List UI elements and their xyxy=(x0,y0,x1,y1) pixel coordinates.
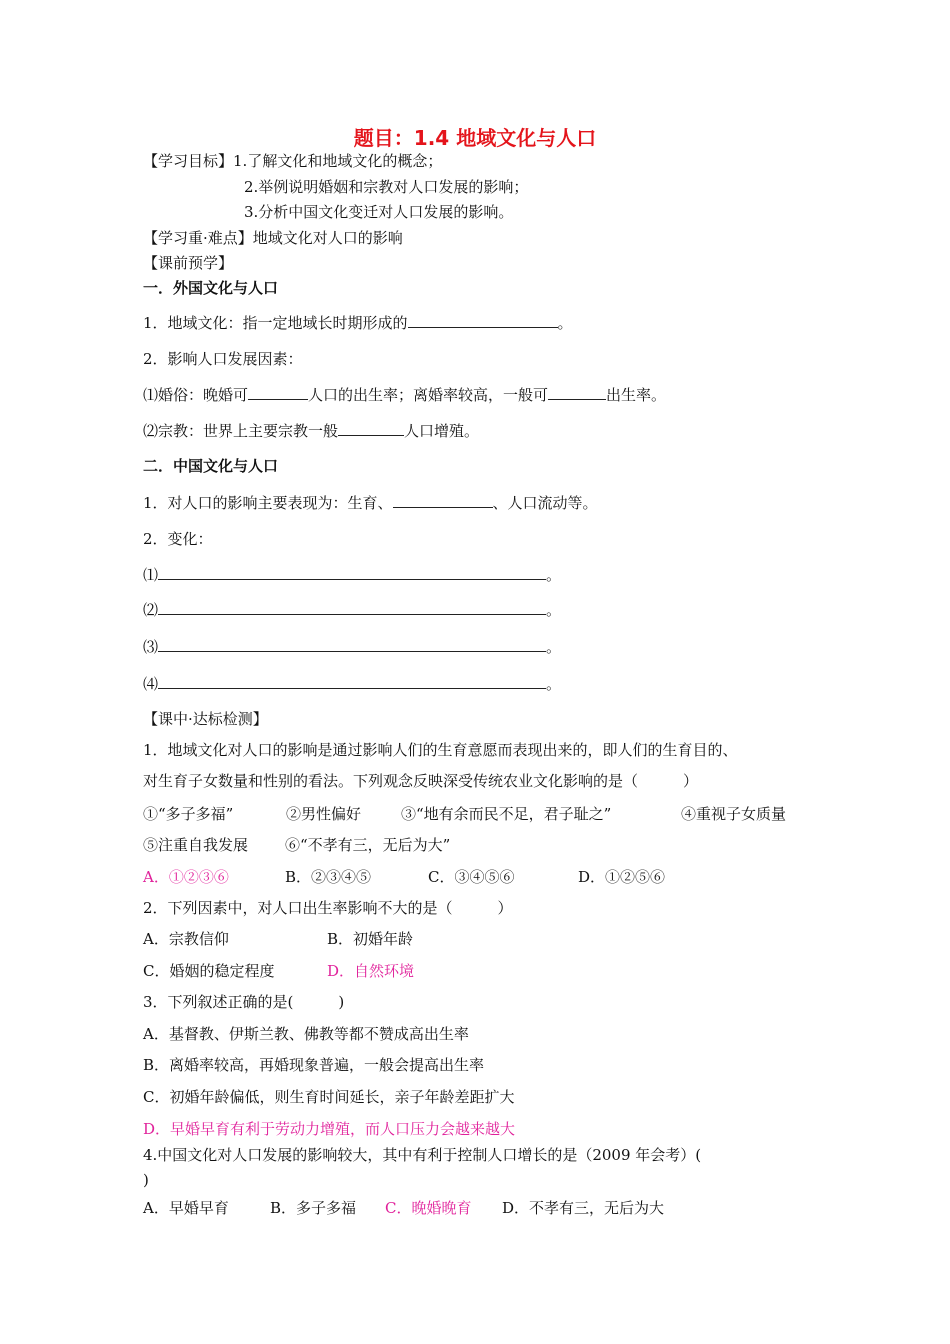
answer-blank xyxy=(338,421,404,436)
preview-label: 【课前预学】 xyxy=(143,254,234,272)
q3-stem: 3．下列叙述正确的是( ) xyxy=(143,993,345,1011)
answer-blank xyxy=(158,565,546,580)
s2-item-2 xyxy=(143,600,561,620)
q4-stem: 4.中国文化对人口发展的影响较大，其中有利于控制人口增长的是（2009 年会考）( xyxy=(143,1146,702,1164)
answer-blank xyxy=(408,313,558,328)
s1-q2a xyxy=(143,385,666,405)
item-marker: ⑶ xyxy=(143,638,159,656)
s2-q2: 2．变化： xyxy=(143,530,213,548)
q2-choice-a: A．宗教信仰 xyxy=(143,930,229,948)
item-marker: ⑴ xyxy=(143,566,159,584)
q1-line-1: 1．地域文化对人口的影响是通过影响人们的生育意愿而表现出来的，即人们的生育目的、 xyxy=(143,741,738,759)
answer-blank xyxy=(548,385,606,400)
q1-choice-c: C．③④⑤⑥ xyxy=(428,868,515,886)
s2-item-4 xyxy=(143,674,561,694)
keypoints-text: 地域文化对人口的影响 xyxy=(252,229,403,247)
objectives-line-1 xyxy=(143,151,442,171)
q1-opt2: ②男性偏好 xyxy=(286,805,362,823)
keypoints-line xyxy=(143,228,403,248)
s1-q2a-1: ⑴婚俗：晚婚可 xyxy=(143,386,249,404)
q1-opt1: ①“多子多福” xyxy=(143,805,234,823)
q1-choice-d: D．①②⑤⑥ xyxy=(578,868,666,886)
page-title: 题目：1.4 地域文化与人口 xyxy=(353,126,597,150)
q4-choice-c: C．晚婚晚育 xyxy=(385,1199,472,1217)
s1-q2b-1: ⑵宗教：世界上主要宗教一般 xyxy=(143,422,339,440)
q1-line-2: 对生育子女数量和性别的看法。下列观念反映深受传统农业文化影响的是（ ） xyxy=(143,772,699,790)
q4-choice-a: A．早婚早育 xyxy=(143,1199,229,1217)
q1-opt4: ④重视子女质量 xyxy=(681,805,787,823)
q1-choice-b: B．②③④⑤ xyxy=(285,868,372,886)
objectives-label: 【学习目标】 xyxy=(143,152,234,170)
s1-q1 xyxy=(143,313,573,333)
answer-blank xyxy=(393,493,493,508)
section2-heading: 二．中国文化与人口 xyxy=(143,457,279,475)
test-label: 【课中·达标检测】 xyxy=(143,710,268,728)
objective-3: 3.分析中国文化变迁对人口发展的影响。 xyxy=(244,203,514,221)
item-marker: ⑷ xyxy=(143,675,159,693)
s2-q1-b: 、人口流动等。 xyxy=(492,494,598,512)
q1-opt6: ⑥“不孝有三，无后为大” xyxy=(285,836,451,854)
q2-choice-c: C．婚姻的稳定程度 xyxy=(143,962,275,980)
q2-choice-b: B．初婚年龄 xyxy=(327,930,414,948)
objective-1: 1.了解文化和地域文化的概念； xyxy=(233,152,443,170)
item-end: 。 xyxy=(546,566,562,584)
s1-q2a-2: 人口的出生率；离婚率较高，一般可 xyxy=(308,386,549,404)
q4-choice-d: D．不孝有三，无后为大 xyxy=(502,1199,665,1217)
q4-close: ) xyxy=(143,1171,149,1189)
keypoints-label: 【学习重·难点】 xyxy=(143,229,253,247)
answer-blank xyxy=(158,600,546,615)
item-marker: ⑵ xyxy=(143,601,159,619)
answer-blank xyxy=(158,637,546,652)
q1-choice-a: A．①②③⑥ xyxy=(143,868,229,886)
answer-blank xyxy=(248,385,308,400)
item-end: 。 xyxy=(546,675,562,693)
q4-choice-b: B．多子多福 xyxy=(270,1199,357,1217)
item-end: 。 xyxy=(546,638,562,656)
q2-stem: 2．下列因素中，对人口出生率影响不大的是（ ） xyxy=(143,899,513,917)
s2-item-1 xyxy=(143,565,561,585)
s1-q2: 2．影响人口发展因素： xyxy=(143,350,303,368)
s2-q1 xyxy=(143,493,598,513)
q3-choice-c: C．初婚年龄偏低，则生育时间延长，亲子年龄差距扩大 xyxy=(143,1088,515,1106)
s1-q2b-2: 人口增殖。 xyxy=(404,422,480,440)
q3-choice-b: B．离婚率较高，再婚现象普遍，一般会提高出生率 xyxy=(143,1056,485,1074)
q2-choice-d: D．自然环境 xyxy=(327,962,415,980)
section1-heading: 一．外国文化与人口 xyxy=(143,279,279,297)
s2-item-3 xyxy=(143,637,561,657)
s2-q1-a: 1．对人口的影响主要表现为：生育、 xyxy=(143,494,393,512)
answer-blank xyxy=(158,674,546,689)
q3-choice-d: D．早婚早育有利于劳动力增殖，而人口压力会越来越大 xyxy=(143,1120,516,1138)
objective-2: 2.举例说明婚姻和宗教对人口发展的影响； xyxy=(244,178,529,196)
s1-q1-end: 。 xyxy=(557,314,573,332)
s1-q2a-3: 出生率。 xyxy=(606,386,667,404)
item-end: 。 xyxy=(546,601,562,619)
s1-q1-text: 1．地域文化：指一定地域长时期形成的 xyxy=(143,314,408,332)
q3-choice-a: A．基督教、伊斯兰教、佛教等都不赞成高出生率 xyxy=(143,1025,469,1043)
q1-opt3: ③“地有余而民不足，君子耻之” xyxy=(401,805,612,823)
s1-q2b xyxy=(143,421,479,441)
q1-opt5: ⑤注重自我发展 xyxy=(143,836,249,854)
